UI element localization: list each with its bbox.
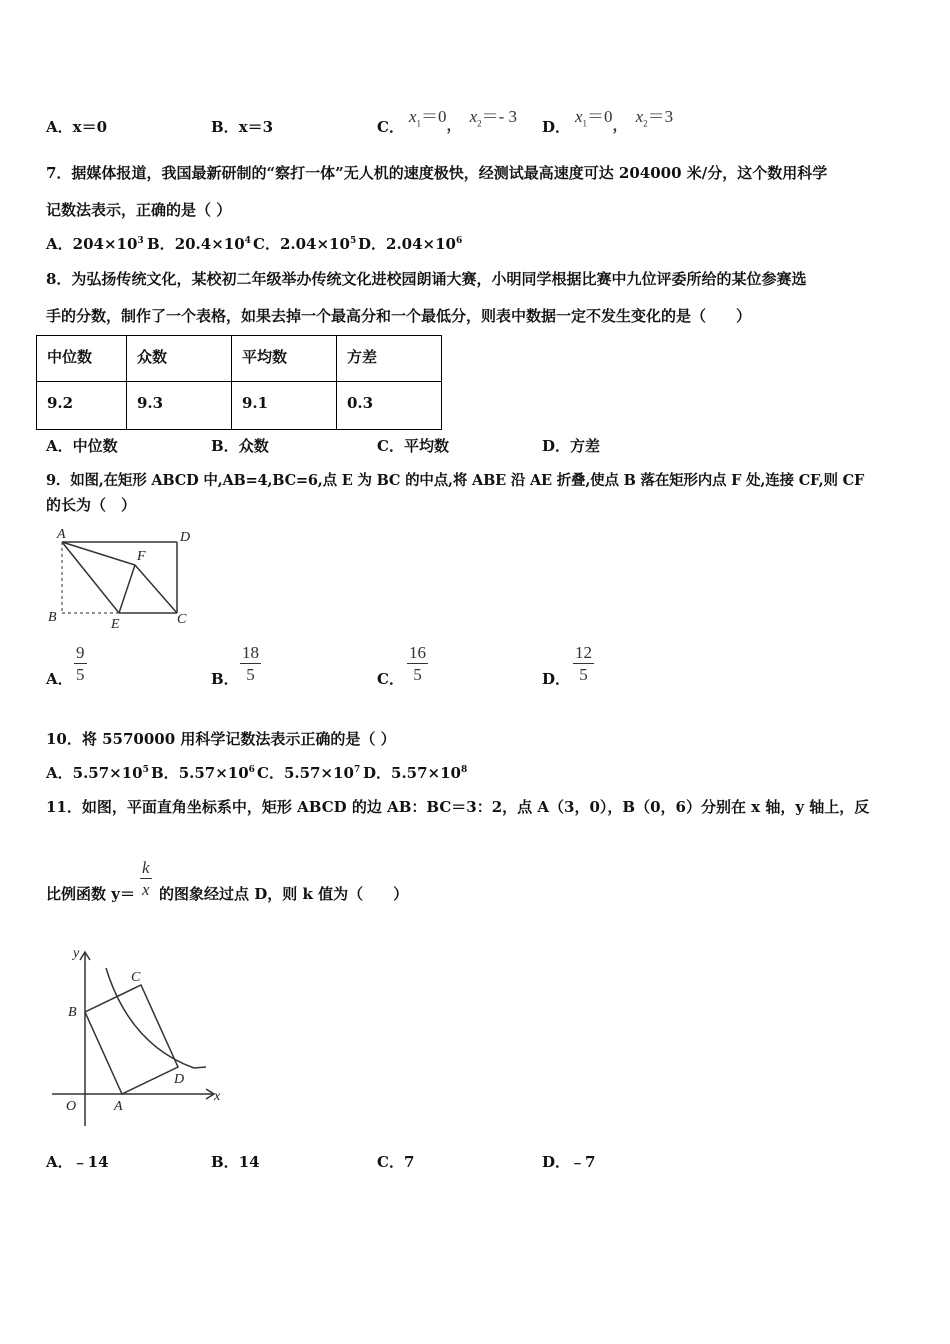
option-exponent: 4 (244, 236, 251, 246)
table-cell: 9.3 (127, 382, 232, 430)
label-d: D (174, 1072, 185, 1087)
table-cell: 9.1 (232, 382, 337, 430)
option-exponent: 3 (137, 236, 144, 246)
q11-option-d[interactable] (542, 1151, 595, 1172)
equation-part: ＝- 3 (481, 107, 518, 126)
subscript-2: 2 (643, 118, 648, 129)
option-exponent: 7 (353, 765, 361, 775)
label-o: O (66, 1099, 77, 1114)
q8-option-b[interactable] (211, 435, 269, 456)
q9-option-d-fraction (573, 643, 594, 686)
label-d: D (180, 530, 191, 545)
option-label: B． (211, 118, 239, 136)
option-label: B． (151, 764, 179, 782)
separator: ， (446, 118, 462, 134)
table-cell: 0.3 (337, 382, 442, 430)
equation-part: ＝0 (421, 107, 447, 126)
q10-stem: 10．将 5570000 用科学记数法表示正确的是（ ） (46, 730, 396, 748)
q11-coordinate-figure (44, 940, 234, 1130)
table-row (37, 382, 442, 430)
label-c: C (177, 612, 187, 627)
q11-k-over-x-fraction (140, 858, 152, 901)
q10-option-b[interactable] (151, 762, 255, 783)
q7-option-d[interactable] (358, 233, 462, 254)
segment-fe (119, 565, 135, 613)
segment-fc (135, 565, 177, 613)
equation-part: ＝3 (647, 107, 674, 126)
q9-stem-line1: 9．如图,在矩形 ABCD 中,AB=4,BC=6,点 E 为 BC 的中点,将 ABE 沿 AE 折叠,使点 B 落在矩形内点 F 处,连接 CF,则 CF (46, 472, 865, 489)
label-f: F (137, 549, 146, 564)
table-cell: 9.2 (37, 382, 127, 430)
table-header-cell: 中位数 (37, 336, 127, 382)
q9-rectangle-figure (40, 522, 200, 630)
label-x: x (214, 1089, 221, 1104)
option-label: D． (358, 235, 387, 253)
option-base: 5.57×10 (72, 764, 143, 782)
option-label: C． (377, 437, 404, 455)
label-c: C (131, 970, 141, 985)
numerator: 12 (575, 643, 592, 662)
q9-option-b-fraction (240, 643, 261, 686)
option-label: D． (542, 1153, 571, 1171)
var-x1: x (409, 107, 417, 126)
option-base: 2.04×10 (386, 235, 456, 253)
q7-option-c[interactable] (253, 233, 356, 254)
subscript-1: 1 (582, 118, 588, 129)
table-header-cell: 平均数 (232, 336, 337, 382)
option-label: C． (377, 670, 404, 688)
option-label: A． (46, 764, 73, 782)
q11-option-a[interactable] (46, 1151, 109, 1172)
subscript-2: 2 (477, 118, 482, 129)
option-base: 2.04×10 (279, 235, 350, 253)
option-text: ﹣7 (570, 1153, 596, 1171)
numerator: 16 (409, 643, 426, 662)
label-a: A (114, 1099, 123, 1114)
q9-option-a[interactable] (46, 668, 73, 689)
option-exponent: 5 (349, 236, 357, 246)
denominator: 5 (76, 665, 85, 684)
q8-option-a[interactable] (46, 435, 118, 456)
q9-option-d[interactable] (542, 668, 570, 689)
option-text: ﹣14 (72, 1153, 109, 1171)
q7-option-b[interactable] (147, 233, 251, 254)
option-exponent: 6 (248, 765, 255, 775)
q6-option-d[interactable] (542, 116, 570, 137)
option-text: 众数 (238, 437, 269, 455)
option-label: D． (542, 437, 571, 455)
option-base: 5.57×10 (283, 764, 354, 782)
q11-stem-line1: 11．如图，平面直角坐标系中，矩形 ABCD 的边 AB：BC＝3：2，点 A（3，0），B（0，6）分别在 x 轴，y 轴上，反 (46, 798, 870, 816)
q7-stem-line1: 7．据媒体报道，我国最新研制的“察打一体”无人机的速度极快，经测试最高速度可达 204000 米/分，这个数用科学 (46, 164, 828, 182)
denominator: 5 (246, 665, 255, 684)
option-label: D． (363, 764, 392, 782)
option-label: D． (542, 118, 571, 136)
option-label: C． (253, 235, 280, 253)
numerator: k (142, 858, 150, 877)
q11-option-b[interactable] (211, 1151, 260, 1172)
q9-stem-line2: 的长为（ ） (46, 496, 137, 514)
q9-option-a-fraction (74, 643, 87, 686)
q11-stem-line2-pre: 比例函数 y＝ (46, 885, 135, 903)
var-x2: x (469, 107, 478, 126)
option-base: 204×10 (72, 235, 138, 253)
option-label: A． (46, 118, 73, 136)
option-label: B． (147, 235, 175, 253)
segment-ae (62, 542, 119, 613)
q9-option-c-fraction (407, 643, 428, 686)
option-label: C． (377, 118, 404, 136)
var-x1: x (575, 107, 583, 126)
option-label: B． (211, 1153, 239, 1171)
var-x2: x (635, 107, 644, 126)
q10-option-d[interactable] (363, 762, 467, 783)
option-label: A． (46, 670, 73, 688)
option-base: 5.57×10 (178, 764, 249, 782)
q8-option-c[interactable] (377, 435, 449, 456)
q7-stem-line2: 记数法表示，正确的是（ ） (46, 201, 232, 219)
q6-option-c-math (409, 102, 518, 134)
option-exponent: 8 (461, 765, 468, 775)
q9-option-c[interactable] (377, 668, 404, 689)
q9-option-b[interactable] (211, 668, 239, 689)
option-label: B． (211, 437, 239, 455)
table-header-cell: 众数 (127, 336, 232, 382)
option-text: 平均数 (403, 437, 449, 455)
option-label: A． (46, 235, 73, 253)
q8-option-d[interactable] (542, 435, 600, 456)
q11-stem-line2-post: 的图象经过点 D，则 k 值为（ ） (159, 885, 409, 903)
q8-stem-line2: 手的分数，制作了一个表格，如果去掉一个最高分和一个最低分，则表中数据一定不发生变化的是（ ） (46, 307, 752, 325)
denominator: 5 (579, 665, 588, 684)
label-e: E (111, 617, 120, 630)
option-label: B． (211, 670, 239, 688)
option-exponent: 5 (142, 765, 149, 775)
q6-option-c[interactable] (377, 116, 404, 137)
option-base: 5.57×10 (391, 764, 461, 782)
option-text: x＝0 (72, 118, 108, 136)
q6-option-d-math (575, 102, 674, 134)
equation-part: ＝0 (587, 107, 613, 126)
label-y: y (73, 946, 80, 961)
segment-af (62, 542, 135, 565)
label-b: B (48, 610, 57, 625)
option-base: 20.4×10 (174, 235, 245, 253)
option-exponent: 6 (456, 236, 463, 246)
q6-option-b[interactable] (211, 116, 273, 137)
q6-option-a[interactable] (46, 116, 107, 137)
option-label: C． (377, 1153, 404, 1171)
label-b: B (68, 1005, 77, 1020)
option-label: C． (257, 764, 284, 782)
separator: ， (612, 118, 628, 134)
option-text: x＝3 (238, 118, 274, 136)
option-text: 中位数 (72, 437, 118, 455)
numerator: 9 (76, 643, 85, 662)
table-header-cell: 方差 (337, 336, 442, 382)
option-label: A． (46, 1153, 73, 1171)
option-text: 7 (403, 1153, 415, 1171)
q11-option-c[interactable] (377, 1151, 414, 1172)
option-label: D． (542, 670, 571, 688)
subscript-1: 1 (416, 118, 422, 129)
option-text: 14 (238, 1153, 260, 1171)
q10-option-c[interactable] (257, 762, 360, 783)
option-label: A． (46, 437, 73, 455)
q8-stats-table (36, 335, 442, 430)
label-a: A (57, 527, 66, 542)
option-text: 方差 (570, 437, 601, 455)
q10-option-a[interactable] (46, 762, 149, 783)
q7-option-a[interactable] (46, 233, 144, 254)
denominator: x (142, 880, 150, 899)
denominator: 5 (413, 665, 422, 684)
table-header-row (37, 336, 442, 382)
rectangle-abcd (85, 985, 178, 1094)
q8-stem-line1: 8．为弘扬传统文化，某校初二年级举办传统文化进校园朗诵大赛，小明同学根据比赛中九位评委所给的某位参赛选 (46, 270, 807, 288)
numerator: 18 (242, 643, 259, 662)
